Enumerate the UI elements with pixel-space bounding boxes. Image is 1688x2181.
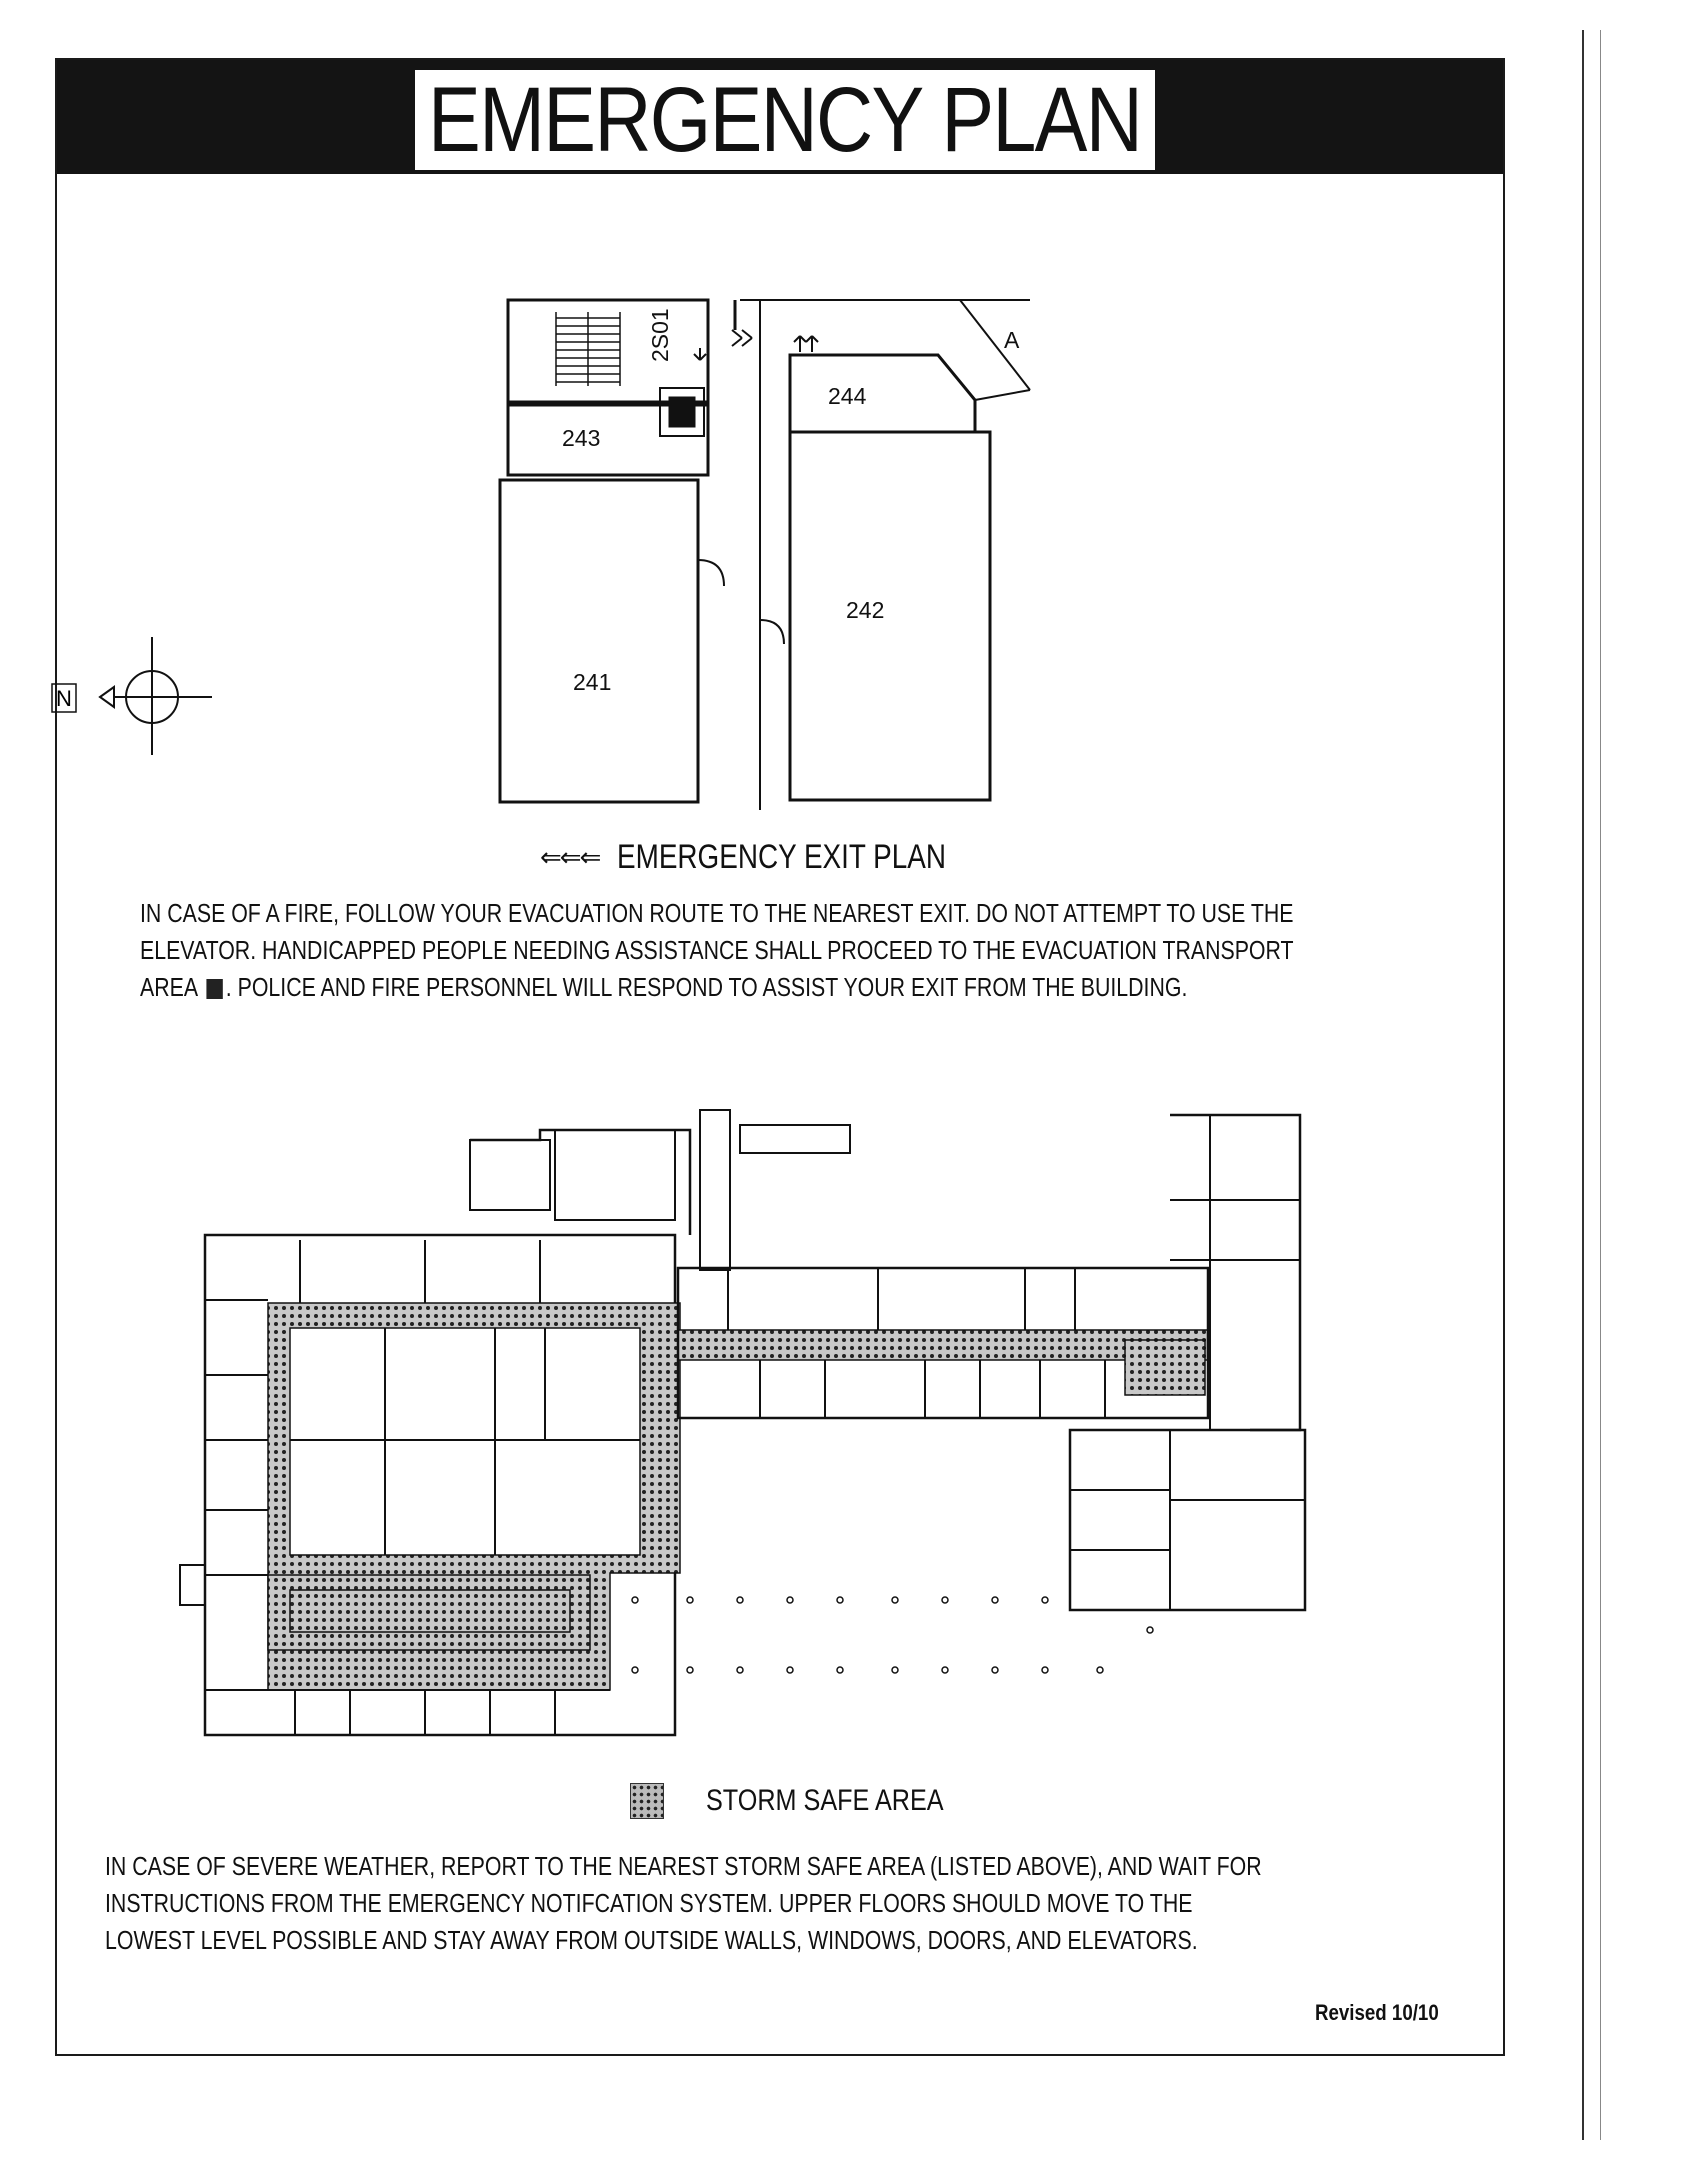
storm-safe-swatch-icon (630, 1783, 664, 1819)
room-242-outline (790, 432, 990, 800)
room-label-242: 242 (846, 597, 885, 623)
fire-line-1: IN CASE OF A FIRE, FOLLOW YOUR EVACUATION ROUTE TO THE NEAREST EXIT. DO NOT ATTEMPT TO USE THE (140, 898, 1294, 928)
stair-tower (700, 1110, 730, 1270)
exit-plan (500, 300, 1030, 810)
weather-line-2: INSTRUCTIONS FROM THE EMERGENCY NOTIFCATION SYSTEM. UPPER FLOORS SHOULD MOVE TO THE (105, 1888, 1193, 1918)
exit-plan-legend-label: EMERGENCY EXIT PLAN (617, 838, 947, 876)
exit-arrow-legend-icon: ⇐⇐⇐ (540, 842, 600, 872)
page-title: EMERGENCY PLAN (428, 68, 1142, 171)
north-arrow (52, 637, 212, 755)
area-marker: A (1004, 327, 1020, 353)
door-241 (698, 560, 724, 586)
fire-line-3a: AREA (140, 972, 197, 1002)
north-label: N (56, 686, 72, 711)
fire-line-3 (140, 969, 1294, 1006)
building-plan (180, 1110, 1305, 1735)
east-wing-outline (1070, 1430, 1305, 1610)
room-label-241: 241 (573, 669, 612, 695)
stair-well (508, 300, 708, 402)
handicap-area-icon (206, 979, 222, 999)
revision-date: Revised 10/10 (1315, 2000, 1439, 2025)
room-label-2S01: 2S01 (647, 308, 673, 362)
storm-legend-label: STORM SAFE AREA (706, 1784, 944, 1817)
courtyard-columns (632, 1597, 1153, 1673)
fire-line-3b: . POLICE AND FIRE PERSONNEL WILL RESPOND TO ASSIST YOUR EXIT FROM THE BUILDING. (225, 972, 1188, 1002)
stair-treads (556, 312, 620, 386)
room-244-outline (790, 355, 975, 432)
weather-instructions (105, 1848, 1262, 1959)
door-242 (760, 620, 784, 644)
room-label-243: 243 (562, 425, 601, 451)
fire-instructions (140, 895, 1294, 1006)
room-label-244: 244 (828, 383, 867, 409)
elevator-core (670, 398, 694, 426)
storm-legend (630, 1783, 989, 1819)
exit-plan-legend (540, 838, 1080, 877)
room-241-outline (500, 480, 698, 802)
fire-line-2: ELEVATOR. HANDICAPPED PEOPLE NEEDING ASSISTANCE SHALL PROCEED TO THE EVACUATION TRANSPORT (140, 935, 1294, 965)
storm-safe-east (1125, 1340, 1205, 1395)
weather-line-3: LOWEST LEVEL POSSIBLE AND STAY AWAY FROM OUTSIDE WALLS, WINDOWS, DOORS, AND ELEVATORS. (105, 1925, 1198, 1955)
weather-line-1: IN CASE OF SEVERE WEATHER, REPORT TO THE NEAREST STORM SAFE AREA (LISTED ABOVE), AND WAIT FOR (105, 1851, 1262, 1881)
